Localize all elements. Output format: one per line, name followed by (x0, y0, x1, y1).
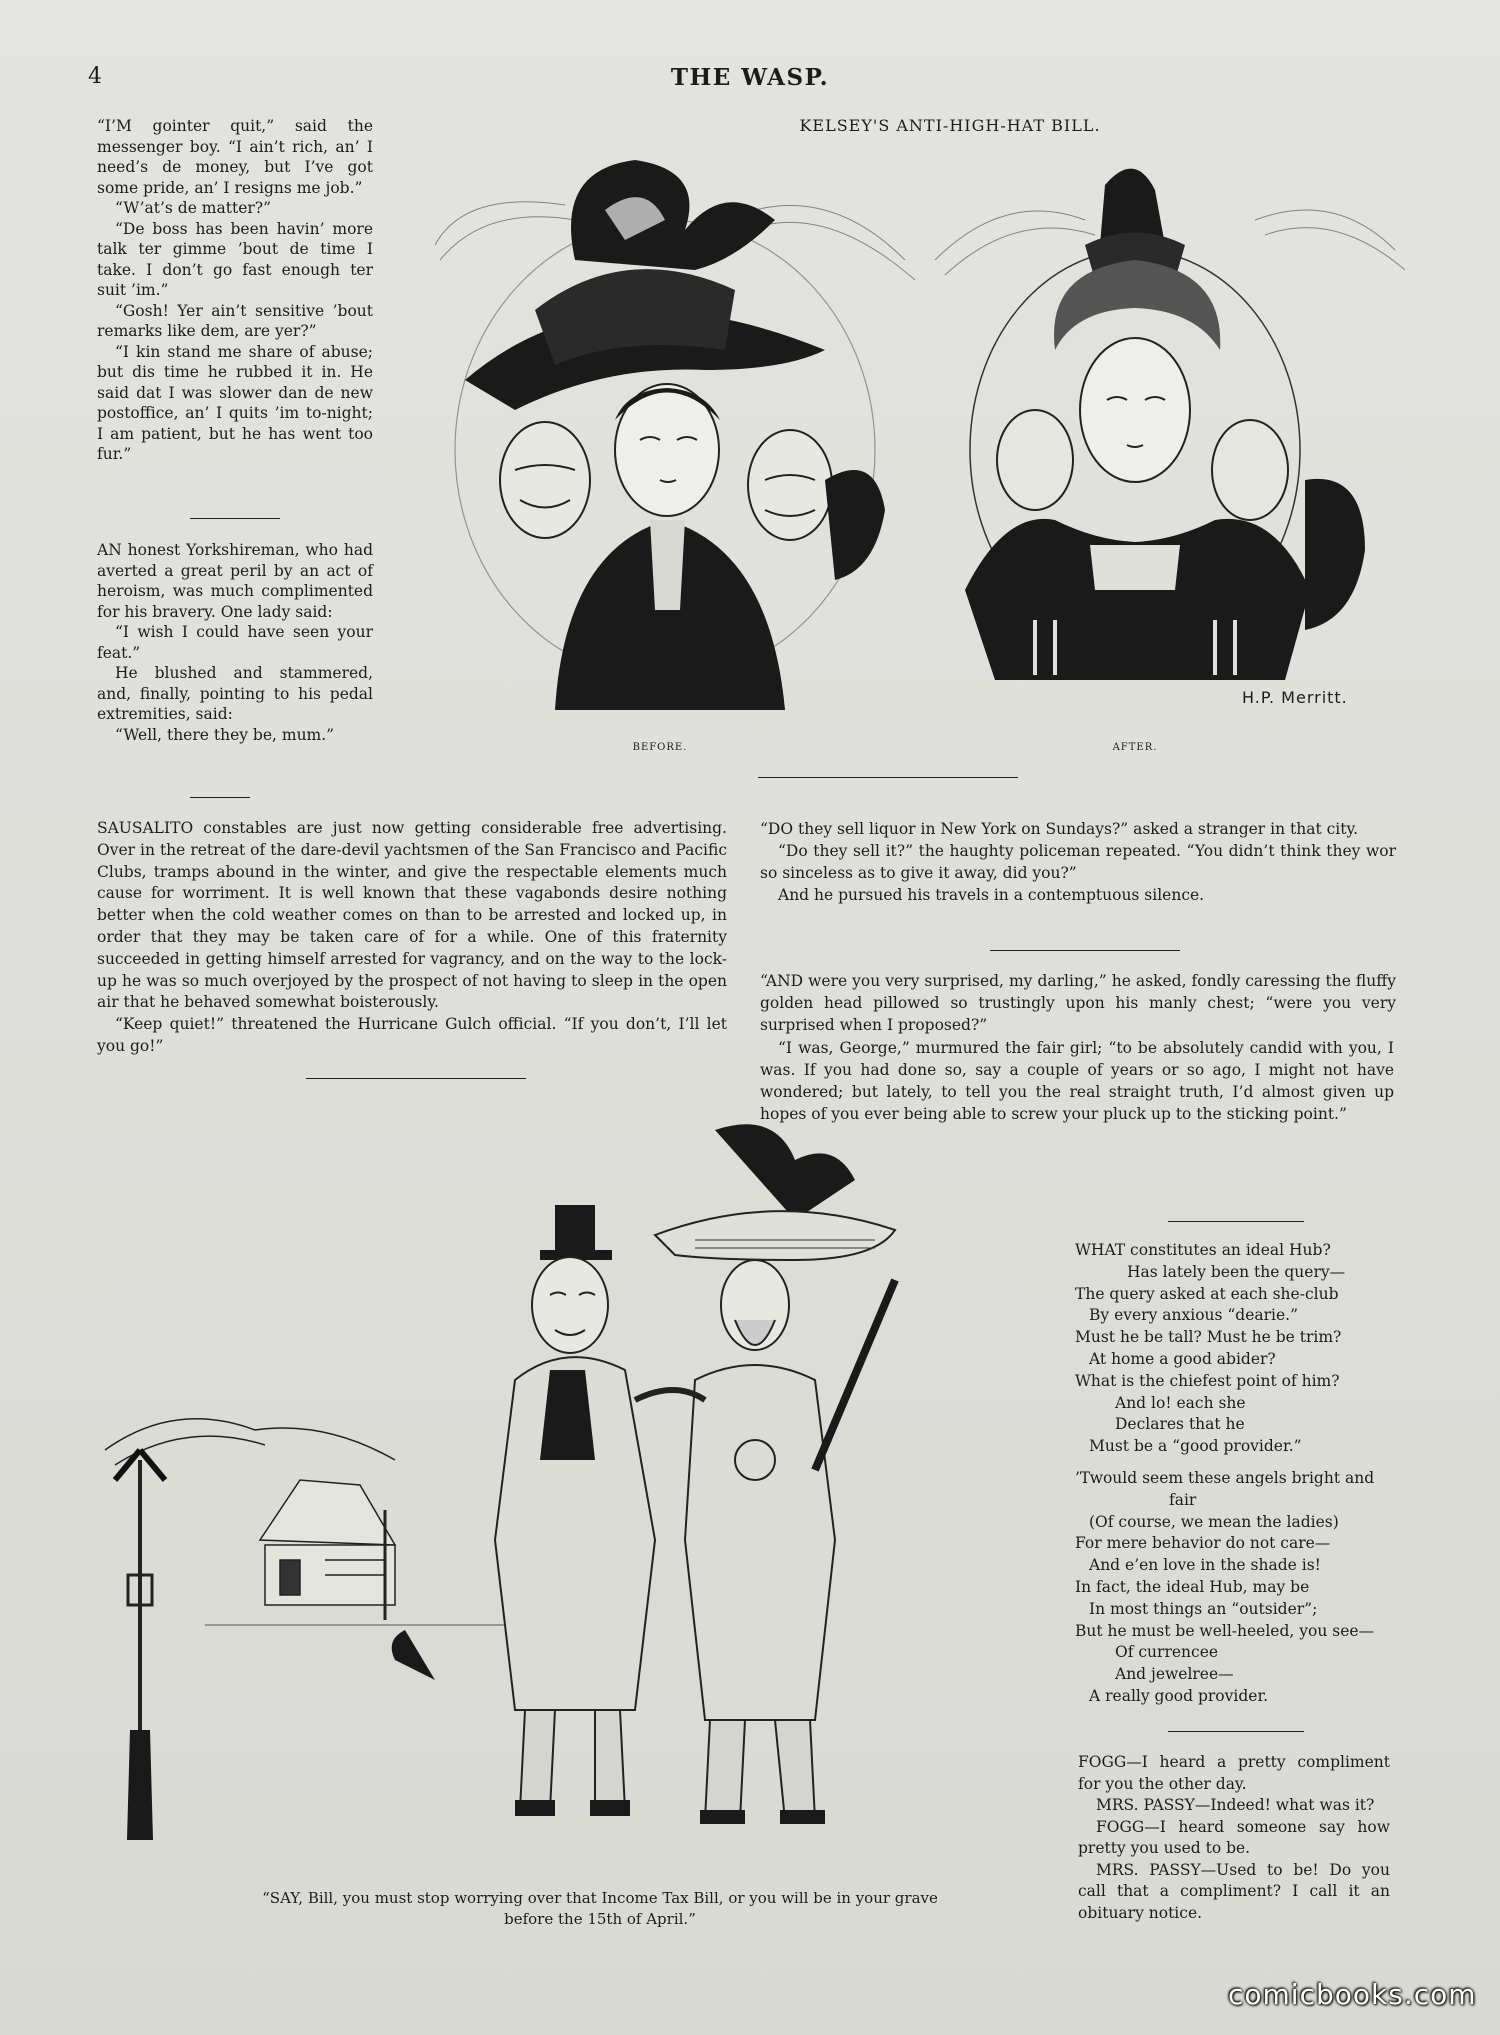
poem-line: fair (1169, 1490, 1197, 1509)
bill-figure (392, 1205, 655, 1816)
poem-line: A really good provider. (1089, 1686, 1269, 1705)
caption-before: BEFORE. (632, 742, 688, 753)
darling-story (760, 970, 1396, 1125)
paragraph: “W’at’s de matter?” (115, 199, 272, 217)
messenger-story (97, 116, 373, 465)
paragraph: “Well, there they be, mum.” (115, 725, 335, 744)
before-portrait (455, 160, 885, 710)
paragraph: “De boss has been havin’ more talk ter gimme ’bout de time I take. I don’t go fast enough ter suit ’im.” (97, 219, 373, 299)
yorkshire-story (97, 540, 373, 745)
paragraph: “I was, George,” murmured the fair girl; “to be absolutely candid with you, I was. If you had done so, say a couple of years or so ago, I might not have wondered; but lately, to tell you the real straight truth, I’d almost given up hopes of you ever being able to screw your pluck up to the sticking point.” (760, 1038, 1394, 1124)
caption-line: “SAY, Bill, you must stop worrying over that Income Tax Bill, or you will be in your grave (262, 1889, 938, 1907)
poem-line: Must he be tall? Must he be trim? (1075, 1328, 1342, 1347)
poem-line: ’Twould seem these angels bright and (1075, 1468, 1375, 1487)
poem-line: The query asked at each she-club (1075, 1284, 1339, 1303)
watermark: comicbooks.com (1228, 1978, 1477, 2011)
poem-line: By every anxious “dearie.” (1089, 1306, 1299, 1325)
paragraph: “Keep quiet!” threatened the Hurricane Gulch official. “If you don’t, I’ll let you go!” (97, 1015, 727, 1055)
poem-line: WHAT constitutes an ideal Hub? (1075, 1241, 1331, 1259)
poem-line: And e’en love in the shade is! (1089, 1556, 1321, 1575)
paragraph: And he pursued his travels in a contemptuous silence. (778, 886, 1205, 904)
poem-line: But he must be well-heeled, you see— (1075, 1621, 1375, 1640)
paragraph: “I’M gointer quit,” said the messenger boy. “I ain’t rich, an’ I need’s de money, but I’ve got some pride, an’ I resigns me job.” (97, 117, 373, 197)
divider (1168, 1731, 1304, 1732)
cartoon-title: KELSEY'S ANTI-HIGH-HAT BILL. (799, 116, 1101, 135)
poem-line: At home a good abider? (1089, 1349, 1276, 1368)
divider (1168, 1221, 1304, 1222)
divider (190, 518, 280, 519)
paragraph: FOGG—I heard someone say how pretty you used to be. (1078, 1817, 1390, 1857)
paragraph: “AND were you very surprised, my darling,” he asked, fondly caressing the fluffy golden head pillowed so trustingly upon his manly chest; “were you very surprised when I proposed?” (760, 972, 1396, 1035)
divider (758, 777, 1018, 778)
artist-signature: H.P. Merritt. (1242, 688, 1348, 707)
masthead-title: THE WASP. (670, 64, 830, 91)
poem-line: What is the chiefest point of him? (1075, 1371, 1340, 1390)
caption-after: AFTER. (1112, 742, 1158, 753)
poem-line: Declares that he (1115, 1415, 1245, 1434)
after-portrait (965, 169, 1365, 680)
divider (190, 797, 250, 798)
paragraph: MRS. PASSY—Indeed! what was it? (1096, 1796, 1375, 1814)
page-number: 4 (88, 64, 102, 89)
paragraph: He blushed and stammered, and, finally, pointing to his pedal extremities, said: (97, 664, 373, 723)
uncle-sam-figure (635, 1124, 895, 1824)
bottom-cartoon-caption (120, 1888, 1080, 1930)
fogg-dialogue (1078, 1752, 1390, 1924)
poem-line: In fact, the ideal Hub, may be (1075, 1577, 1310, 1596)
divider (990, 950, 1180, 951)
poem-line: And jewelree— (1115, 1665, 1234, 1684)
newyork-story (760, 818, 1396, 906)
paragraph: MRS. PASSY—Used to be! Do you call that a compliment? I call it an obituary notice. (1078, 1860, 1390, 1922)
paragraph: FOGG—I heard a pretty compliment for you the other day. (1078, 1753, 1390, 1793)
poem-line: In most things an “outsider”; (1089, 1599, 1318, 1618)
poem-line: For mere behavior do not care— (1075, 1534, 1331, 1553)
poem-line: (Of course, we mean the ladies) (1089, 1512, 1339, 1531)
paragraph: “I wish I could have seen your feat.” (97, 623, 373, 662)
paragraph: SAUSALITO constables are just now getting considerable free advertising. Over in the retreat of the dare-devil yachtsmen of the San Francisco and Pacific Clubs, tramps abound in the winter, and give the respectable elements much cause for worriment. It is well known that these vagabonds desire nothing better when the cold weather comes on than to be arrested and locked up, in order that they may be taken care of for a while. One of this fraternity succeeded in getting himself arrested for vagrancy, and on the way to the lock-up he was so much overjoyed by the prospect of not having to sleep in the open air that he behaved somewhat boisterously. (97, 819, 727, 1012)
divider (306, 1078, 526, 1079)
poem-line: Must be a “good provider.” (1089, 1437, 1302, 1456)
caption-line: before the 15th of April.” (504, 1910, 696, 1928)
poem-line: Of currencee (1115, 1643, 1219, 1662)
paragraph: “Gosh! Yer ain’t sensitive ’bout remarks like dem, are yer?” (97, 301, 373, 340)
poem-line: Has lately been the query— (1127, 1262, 1346, 1281)
sausalito-story (97, 818, 727, 1058)
kelsey-cartoon-illustration (405, 150, 1415, 730)
income-tax-cartoon-illustration (95, 1120, 1075, 1870)
ideal-hub-poem (1075, 1240, 1405, 1708)
poem-line: And lo! each she (1115, 1393, 1246, 1412)
paragraph: “I kin stand me share of abuse; but dis time he rubbed it in. He said dat I was slower dan de new postoffice, an’ I quits ’im to-night; I am patient, but he has went too fur.” (97, 342, 373, 463)
paragraph: “Do they sell it?” the haughty policeman repeated. “You didn’t think they wor so sinceless as to give it away, did you?” (760, 842, 1396, 882)
paragraph: AN honest Yorkshireman, who had averted a great peril by an act of heroism, was much complimented for his bravery. One lady said: (97, 541, 373, 621)
paragraph: “DO they sell liquor in New York on Sundays?” asked a stranger in that city. (760, 820, 1359, 838)
